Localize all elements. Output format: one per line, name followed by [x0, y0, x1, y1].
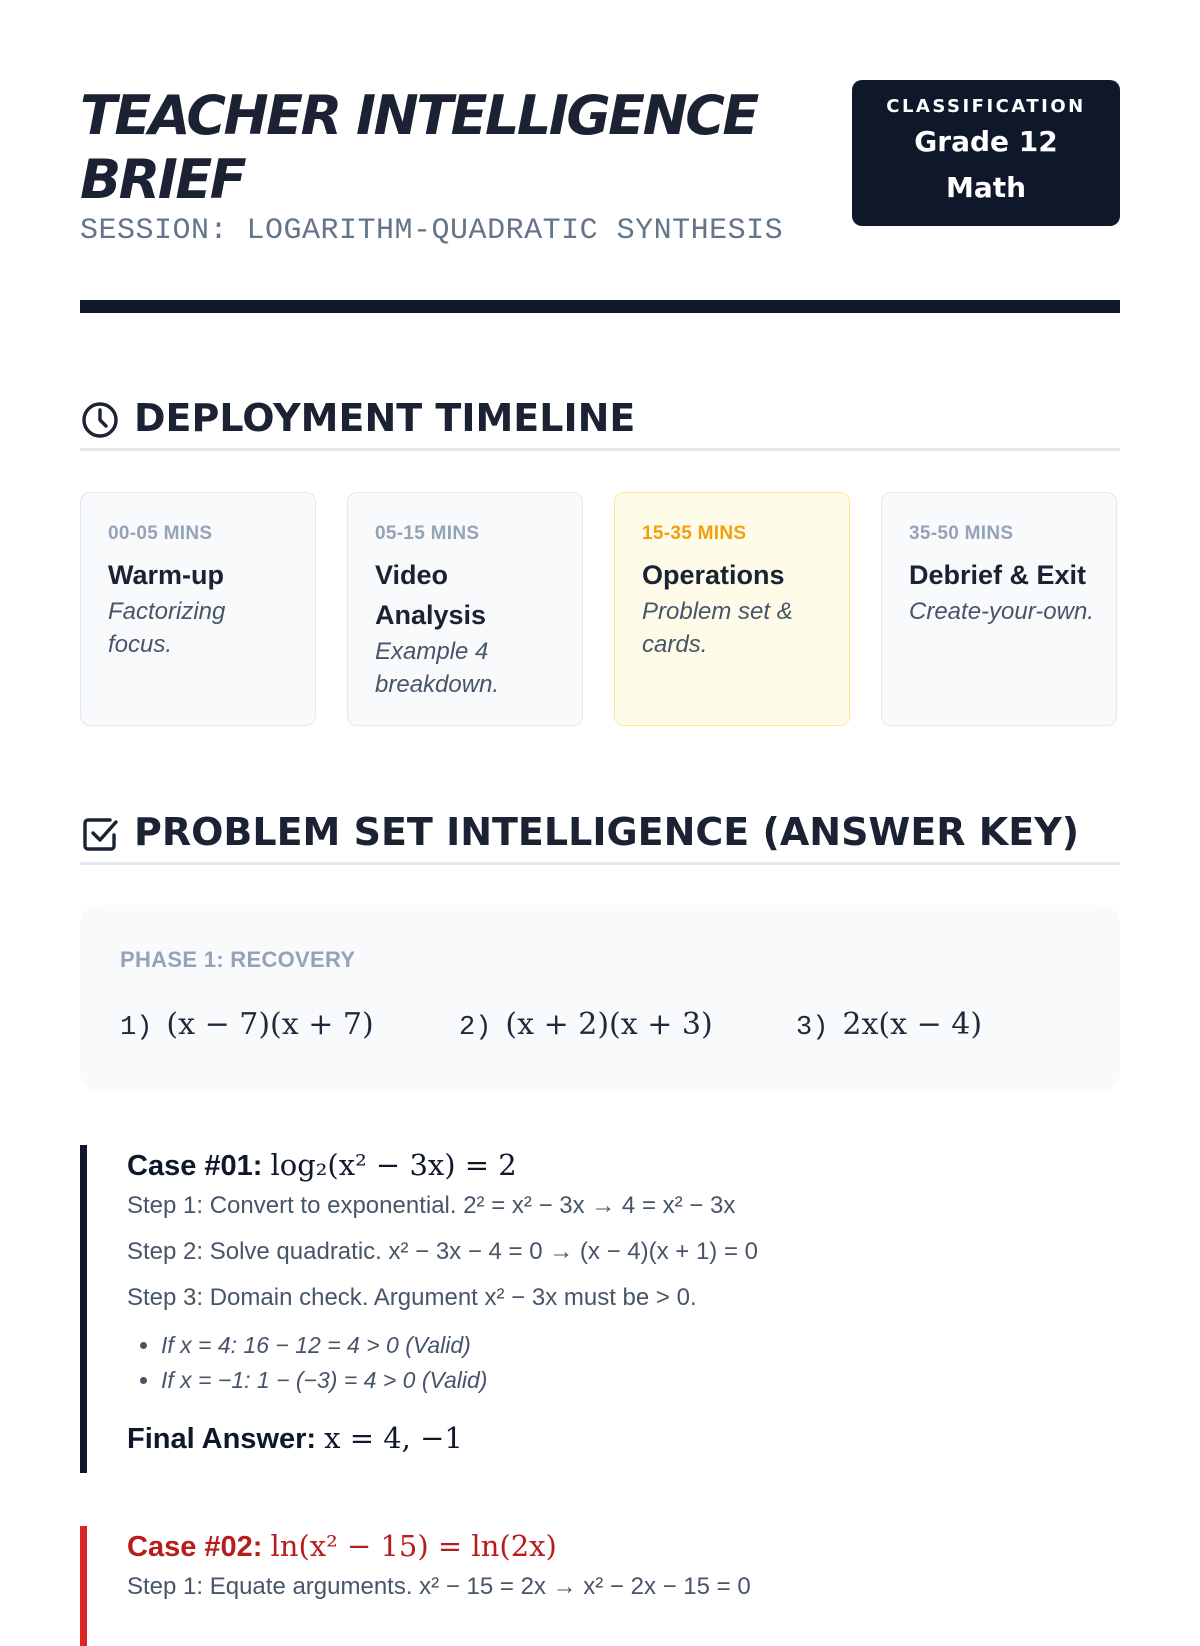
item-number: 1): [120, 1013, 153, 1043]
case-01-equation: log₂(x² − 3x) = 2: [270, 1148, 517, 1182]
card-time: 05-15 MINS: [375, 523, 480, 544]
classification-subject: Math: [945, 171, 1027, 204]
card-time: 35-50 MINS: [909, 523, 1014, 544]
classification-badge: [852, 80, 1120, 226]
final-answer-label: Final Answer:: [127, 1423, 317, 1455]
phase-1-item: [120, 1007, 374, 1043]
case-02-block: [80, 1526, 1120, 1646]
case-01-block: [80, 1145, 1120, 1473]
case-01-step-2: Step 2: Solve quadratic. x² − 3x − 4 = 0 → (x − 4)(x + 1) = 0: [127, 1238, 758, 1265]
card-description: Create-your-own.: [909, 598, 1094, 625]
card-description: Example 4 breakdown.: [375, 638, 500, 698]
phase-1-item: [796, 1007, 982, 1043]
timeline-card: [347, 492, 583, 726]
session-subtitle: SESSION: LOGARITHM-QUADRATIC SYNTHESIS: [80, 214, 784, 248]
case-02-label: Case #02:: [127, 1531, 263, 1563]
phase-1-item: [459, 1007, 713, 1043]
timeline-heading: DEPLOYMENT TIMELINE: [134, 396, 636, 440]
item-number: 2): [459, 1013, 492, 1043]
timeline-card: [80, 492, 316, 726]
timeline-cards: [80, 492, 1120, 728]
header-divider: [80, 300, 1120, 313]
card-description: Factorizing focus.: [108, 598, 226, 658]
timeline-card: [881, 492, 1117, 726]
card-title: Warm-up: [108, 560, 224, 590]
case-02-title: [127, 1526, 1120, 1567]
case-01-step-3: Step 3: Domain check. Argument x² − 3x must be > 0.: [127, 1284, 697, 1311]
card-title: Video Analysis: [375, 560, 487, 630]
checkbox-icon: [80, 814, 120, 854]
phase-1-label: PHASE 1: RECOVERY: [120, 947, 356, 972]
domain-check-item: • If x = 4: 16 − 12 = 4 > 0 (Valid): [161, 1328, 1120, 1363]
card-description: Problem set & cards.: [642, 598, 793, 658]
case-01-domain-checks: [127, 1328, 1120, 1398]
final-answer-value: x = 4, −1: [324, 1421, 463, 1455]
item-expression: 2x(x − 4): [842, 1007, 983, 1042]
card-time: 15-35 MINS: [642, 523, 747, 544]
case-01-title: [127, 1145, 1120, 1186]
case-01-step-1: Step 1: Convert to exponential. 2² = x² − 3x → 4 = x² − 3x: [127, 1192, 736, 1219]
clock-icon: [80, 400, 120, 440]
case-01-label: Case #01:: [127, 1150, 263, 1182]
card-title: Operations: [642, 560, 785, 590]
case-02-equation: ln(x² − 15) = ln(2x): [270, 1529, 557, 1563]
phase-1-panel: [80, 905, 1120, 1091]
case-02-step-1: Step 1: Equate arguments. x² − 15 = 2x → x² − 2x − 15 = 0: [127, 1573, 751, 1600]
card-title: Debrief & Exit: [909, 560, 1087, 590]
item-expression: (x + 2)(x + 3): [505, 1007, 713, 1042]
problem-set-heading: PROBLEM SET INTELLIGENCE (ANSWER KEY): [134, 810, 1080, 854]
problem-set-section-heading: [80, 806, 1120, 865]
page-title: TEACHER INTELLIGENCE BRIEF: [80, 84, 757, 211]
card-time: 00-05 MINS: [108, 523, 213, 544]
timeline-section-heading: [80, 392, 1120, 451]
item-expression: (x − 7)(x + 7): [166, 1007, 374, 1042]
item-number: 3): [796, 1013, 829, 1043]
domain-check-item: • If x = −1: 1 − (−3) = 4 > 0 (Valid): [161, 1363, 1120, 1398]
classification-grade: Grade 12: [914, 125, 1058, 158]
case-01-final-answer: [127, 1418, 1120, 1459]
classification-label: CLASSIFICATION: [886, 96, 1086, 117]
timeline-card-active: [614, 492, 850, 726]
